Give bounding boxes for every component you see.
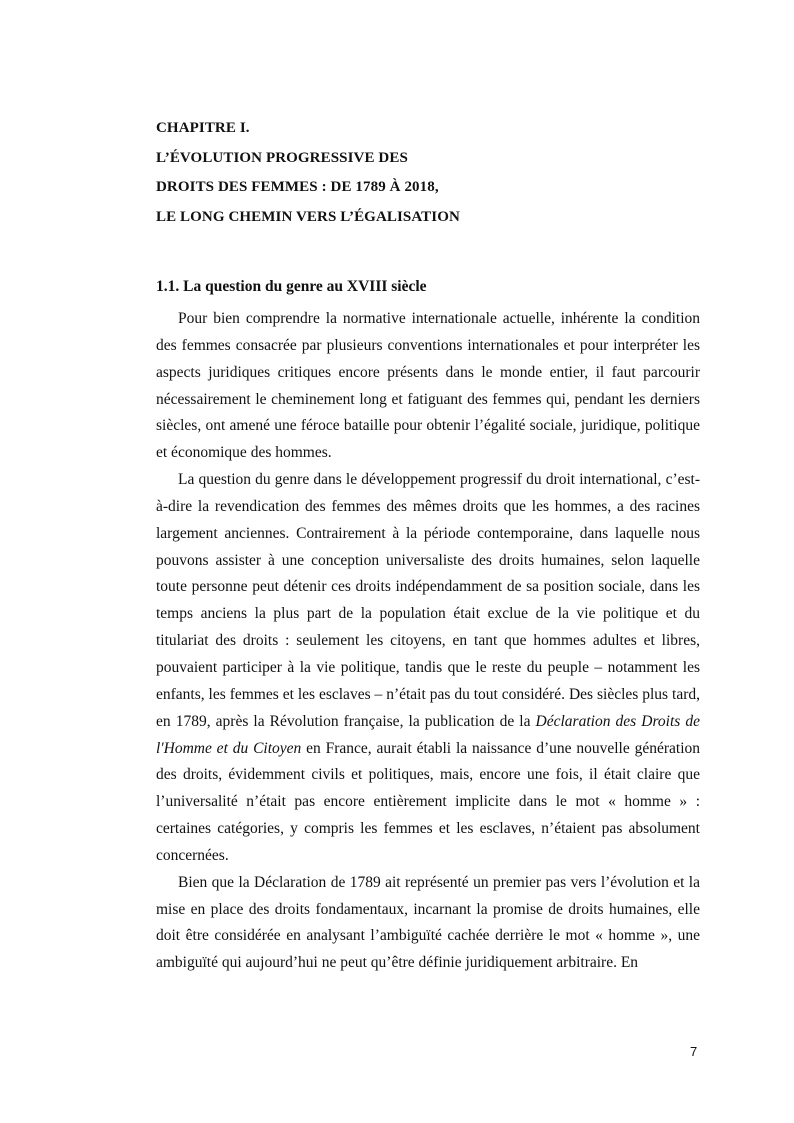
chapter-title-line: L’ÉVOLUTION PROGRESSIVE DES	[156, 149, 408, 166]
chapter-title-line: CHAPITRE I.	[156, 120, 250, 136]
body-text	[156, 306, 700, 977]
paragraph-2	[156, 467, 700, 870]
paragraph-2-text-b: en France, aurait établi la naissance d’une nouvelle génération des droits, évidemment civils et politiques, mais, encore une fois, il était claire que l’universalité n’était pas encore entièrement implicite dans le mot « homme » : certaines catégories, y compris les femmes et les esclaves, n’étaient pas absolument concernées.	[156, 739, 701, 864]
chapter-title-line: DROITS DES FEMMES : DE 1789 À 2018,	[156, 179, 439, 195]
chapter-title	[156, 114, 716, 232]
paragraph-1: Pour bien comprendre la normative internationale actuelle, inhérente la condition des femmes consacrée par plusieurs conventions internationales et pour interpréter les aspects juridiques critiques encore présents dans le monde entier, il faut parcourir nécessairement le cheminement long et fatiguant des femmes qui, pendant les derniers siècles, ont amené une féroce bataille pour obtenir l’égalité sociale, juridique, politique et économique des hommes.	[156, 310, 700, 462]
chapter-title-line: LE LONG CHEMIN VERS L’ÉGALISATION	[156, 208, 460, 225]
paragraph-2-text-a: La question du genre dans le développement progressif du droit international, c’est-à-dire la revendication des femmes des mêmes droits que les hommes, a des racines largement anciennes. Contrairement à la période contemporaine, dans laquelle nous pouvons assister à une conception universaliste des droits humaines, selon laquelle toute personne peut détenir ces droits indépendamment de sa position sociale, dans les temps anciens la plus part de la population était exclue de la vie politique et du titulariat des droits : seulement les citoyens, en tant que hommes adultes et libres, pouvaient participer à la vie politique, tandis que le reste du peuple – notamment les enfants, les femmes et les esclaves – n’était pas du tout considéré. Des siècles plus tard, en 1789, après la Révolution française, la publication de la	[156, 471, 700, 730]
page-number: 7	[690, 1044, 698, 1059]
declaration-title: Déclaration des Droits de l'Homme et du Citoyen	[156, 712, 701, 757]
paragraph-3: Bien que la Déclaration de 1789 ait représenté un premier pas vers l’évolution et la mise en place des droits fondamentaux, incarnant la promise de droits humaines, elle doit être considérée en analysant l’ambiguïté cachée derrière le mot « homme », une ambiguïté qui aujourd’hui ne peut qu’être définie juridiquement arbitraire. En	[156, 873, 700, 972]
section-heading: 1.1. La question du genre au XVIII siècle	[156, 278, 427, 295]
